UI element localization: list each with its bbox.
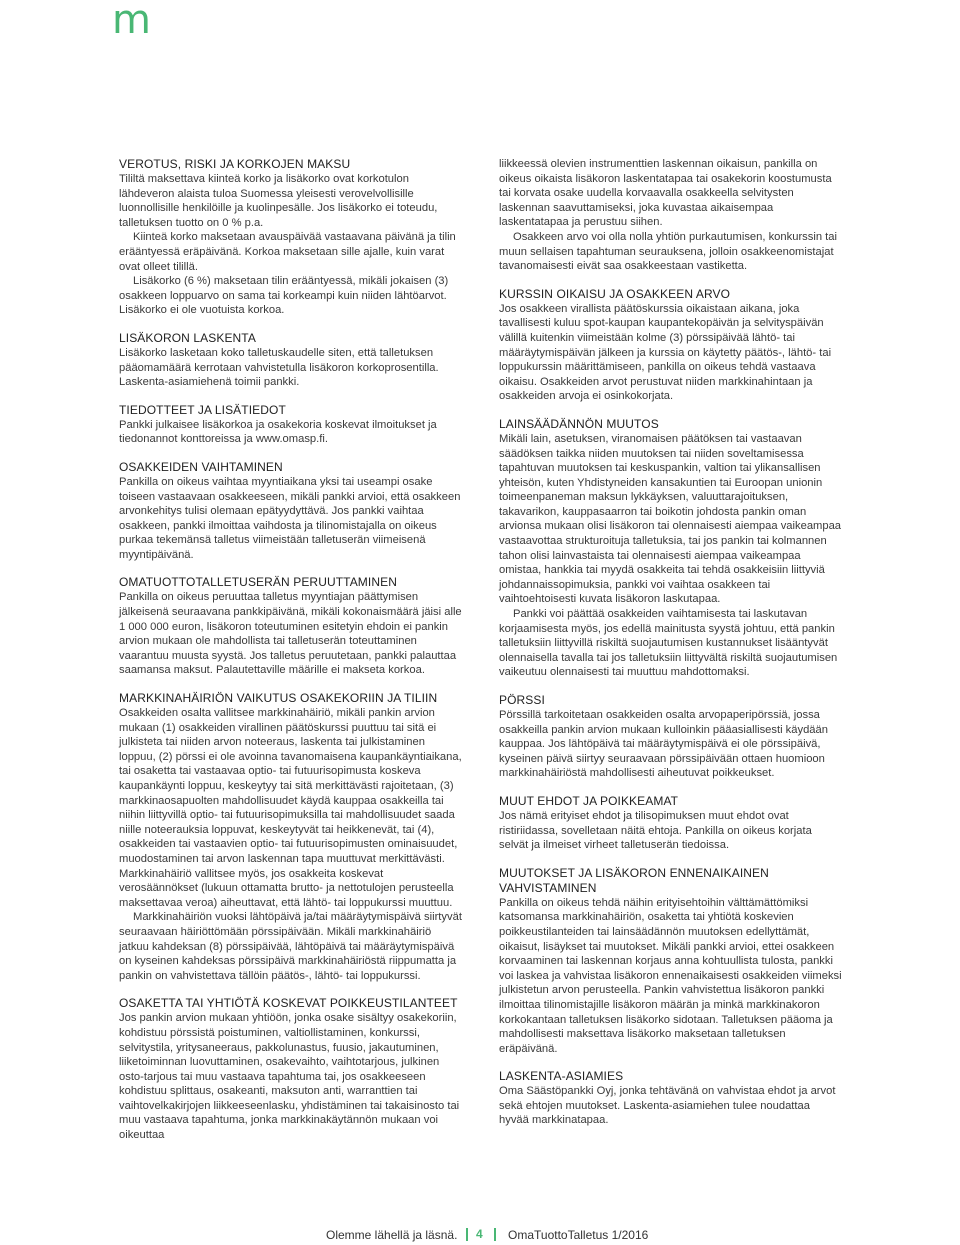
section-exchange <box>499 693 842 781</box>
paragraph: Kiinteä korko maksetaan avauspäivää vastaavana päivänä ja tilin erääntyessä eräpäivänä. Korkoa maksetaan sille ajalle, kuin varat ovat olleet tilillä. <box>119 231 456 273</box>
footer-divider <box>494 1228 496 1241</box>
paragraph: Pankki julkaisee lisäkorkoa ja osakekoria koskevat ilmoitukset ja tiedonannot konttoreissa ja www.omasp.fi. <box>119 418 437 446</box>
section-heading: OSAKETTA TAI YHTIÖTÄ KOSKEVAT POIKKEUSTILANTEET <box>119 996 458 1011</box>
paragraph: Markkinahäiriön vuoksi lähtöpäivä ja/tai määräytymispäivä siirtyvät seuraavaan häiriöttömään pörssipäivään. Mikäli markkinahäiriö jatkuu kahdeksan (8) pörssipäivää, lähtöpäivä tai määräytymispäivä on kyseinen kahdeksas pörssipäivä markkinahäiriöstä riippumatta ja pankin on vahvistettava tällöin päätös-, lähtö- tai loppukurssi. <box>119 911 462 982</box>
paragraph: Osakkeiden osalta vallitsee markkinahäiriö, mikäli pankin arvion mukaan (1) osakkeiden virallinen päätöskurssi puuttuu tai sitä ei julkisteta tai niiden arvon noteeraus, laskenta tai julkistaminen loppuu, (2) pörssi ei ole avoinna tavanomaisena kaupankäyntiaikana, tai osaketta tai vastaavaa optio- tai futuurisopimusta koskeva kaupankäynti loppuu, keskeytyy tai sitä merkittävästi rajoitetaan, (3) markkinaosapuolten mahdollisuudet käydä kauppaa osakkeilla tai niihin liittyvillä optio- tai futuurisopimuksilla tai mahdollisuudet saada niille noteerauksia loppuvat, keskeytyvät tai heikkenevät, tai (4), osakkeiden tai vastaavien optio- tai futuurisopimusten ominaisuudet, muodostaminen tai arvon laskennan tapa muuttuvat merkittävästi. Markkinahäiriö vallitsee myös, jos osakkeita koskevat verosäännökset (lukuun ottamatta brutto- ja nettotulojen perusteella maksettavaa veroa) aiheuttavat, että lähtö- tai loppukurssi muuttuu. <box>119 707 462 909</box>
section-heading: LASKENTA-ASIAMIES <box>499 1069 624 1084</box>
brand-logo: m <box>112 0 150 43</box>
section-heading: PÖRSSI <box>499 693 545 707</box>
section-other-terms <box>499 794 842 853</box>
right-column <box>499 157 842 1141</box>
paragraph: Pörssillä tarkoitetaan osakkeiden osalta arvopaperipörssiä, jossa osakkeilla pankin arvion mukaan kulloinkin pääasiallisesti käydään kauppaa. Jos lähtöpäivä tai määräytymispäivä ei ole pörssipäivä, kyseinen päivä siirtyy seuraavaan pörssipäivään ottaen huomioon markkinahäiriöstä mahdollisesti aiheutuvat poikkeukset. <box>499 709 828 780</box>
paragraph: Pankilla on oikeus peruuttaa talletus myyntiajan päättymisen jälkeisenä seuraavana pankkipäivänä, mikäli kokonaismäärä jäisi alle 1 000 000 euron, lisäkoron toteutuminen esitetyin ehdoin ei pankin arvion mukaan ole mahdollista tai talletuserän toteuttaminen vaarantuu muusta syystä. Jos talletus peruutetaan, pankki palauttaa saamansa maksut. Palautettaville määrille ei makseta korkoa. <box>119 591 462 677</box>
section-bonus-interest-calculation <box>119 331 464 390</box>
paragraph: Mikäli lain, asetuksen, viranomaisen päätöksen tai vastaavan säädöksen taikka niiden muutoksen tai niiden soveltamisessa tapahtuvan muutoksen tai keskuspankin, valtion tai ylikansallisen yhteisön, kuten Yhdistyneiden kansakuntien tai Euroopan unionin toimeenpaneman maksun lykkäyksen, valuuttarajoituksen, takavarikon, kauppasaarron tai boikotin johdosta pankin oman arvionsa mukaan olisi lisäkoron tai olennaisesti aiempaa vaikeampaa vastaavottaa strukturoituja talletuksia, tai jos pankin tai kolmannen tahon olisi lainvastaista tai olennaisesti aiempaa vaikeampaa omistaa, hankkia tai myydä osakkeita tai tehdä osakkeisiin liittyviä johdannaissopimuksia, pankki voi vaihtaa osakkeen tai vaihtoehtoisesti kuvata lisäkoron laskutapaa. <box>499 432 842 606</box>
section-share-replacement <box>119 460 464 563</box>
section-announcements <box>119 403 464 447</box>
section-legislation-change <box>499 417 842 680</box>
footer-document-title: OmaTuottoTalletus 1/2016 <box>508 1228 649 1242</box>
section-heading: MUUTOKSET JA LISÄKORON ENNENAIKAINEN VAHVISTAMINEN <box>499 865 769 895</box>
section-heading: MARKKINAHÄIRIÖN VAIKUTUS OSAKEKORIIN JA TILIIN <box>119 691 438 706</box>
paragraph: Tililtä maksettava kiinteä korko ja lisäkorko ovat korkotulon lähdeveron alaista tuloa Suomessa yleisesti verovelvollisille luonnollisille henkilöille ja kuolinpesälle. Jos lisäkorko ei toteudu, talletuksen tuotto on 0 % p.a. <box>119 173 438 229</box>
section-continuation <box>499 157 842 274</box>
paragraph: Jos nämä erityiset ehdot ja tilisopimuksen muut ehdot ovat ristiriidassa, sovelletaan näitä ehtoja. Pankilla on oikeus korjata selvät ja ilmeiset virheet talletuserän tiedoissa. <box>499 809 812 852</box>
page-footer <box>0 1225 960 1245</box>
section-changes <box>499 866 842 1057</box>
section-heading: KURSSIN OIKAISU JA OSAKKEEN ARVO <box>499 286 731 301</box>
section-heading: VEROTUS, RISKI JA KORKOJEN MAKSU <box>119 157 351 171</box>
paragraph: Pankilla on oikeus tehdä näihin erityisehtoihin välttämättömiksi katsomansa markkinahäiriön, osaketta tai yhtiötä koskevien poikkeustilanteiden tai lainsäädännön muutoksen edellyttämät, oikaisut, lisäykset tai muutokset. Mikäli pankki arvioi, ettei osakkeen korvaaminen tai laskennan korjaus anna kohtuullista tulosta, pankki voi laskea ja vahvistaa lisäkoron ennenaikaisesti osakkeiden viimeksi julkistetun arvon perusteella. Pankin vahvistettua lisäkoron pankki ilmoittaa tilinomistajille lisäkoron määrän ja minkä markkinakoron korkokantaan talletuksen lisäkorko sidotaan. Talletuksen pääoma ja mahdollisesti maksettava lisäkorko maksetaan talletuksen eräpäivänä. <box>499 896 842 1055</box>
section-heading: TIEDOTTEET JA LISÄTIEDOT <box>119 402 286 417</box>
section-taxation <box>119 157 464 318</box>
section-heading: OMATUOTTOTALLETUSERÄN PERUUTTAMINEN <box>119 575 397 590</box>
footer-divider <box>466 1228 468 1241</box>
section-heading: OSAKKEIDEN VAIHTAMINEN <box>119 459 283 474</box>
section-heading: LAINSÄÄDÄNNÖN MUUTOS <box>499 416 659 431</box>
section-heading: LISÄKORON LASKENTA <box>119 330 256 345</box>
section-price-correction <box>499 287 842 404</box>
page-number: 4 <box>476 1227 483 1241</box>
section-calculation-agent <box>499 1069 842 1128</box>
paragraph: Lisäkorko (6 %) maksetaan tilin erääntyessä, mikäli jokaisen (3) osakkeen loppuarvo on sama tai korkeampi kuin niiden lähtöarvot. Lisäkorko ei ole vuotuista korkoa. <box>119 275 449 317</box>
paragraph: Osakkeen arvo voi olla nolla yhtiön purkautumisen, konkurssin tai muun sellaisen tapahtuman seurauksena, jolloin osakkeenomistajat tavanomaisesti eivät saa osakkeestaan vastiketta. <box>499 230 837 273</box>
paragraph: Pankki voi päättää osakkeiden vaihtamisesta tai laskutavan korjaamisesta myös, jos edellä mainitusta syystä johtuu, että pankin talletuksiin liittyvillä riskiltä suojautumisen kustannukset lisääntyvät olennaisella tavalla tai jos talletuksiin liittyvältä riskiltä suojautumisen vaikeutuu olennaisesti tai muuttuu mahdottomaksi. <box>499 608 838 679</box>
left-column <box>119 157 464 1156</box>
paragraph: Pankilla on oikeus vaihtaa myyntiaikana yksi tai useampi osake toiseen vastaavaan osakkeeseen, mikäli pankki arvioi, että osakkeen arvonkehitys tulisi olemaan epätyydyttävä. Jos pankki vaihtaa osakkeen, pankki ilmoittaa vaihdosta ja tilinomistajalla on oikeus purkaa tekemänsä talletus viimeistään talletuserän viimeisenä myyntipäivänä. <box>119 475 461 561</box>
paragraph: liikkeessä olevien instrumenttien laskennan oikaisun, pankilla on oikeus oikaista lisäkoron laskentatapaa tai osakekorin koostumusta tai korvata osake uudella korvaavalla osakkeella selvitysten laskennan saavuttamiseksi, joka kuvastaa aikaisempaa laskentatapaa ja perustuu siihen. <box>499 158 832 229</box>
section-heading: MUUT EHDOT JA POIKKEAMAT <box>499 793 679 808</box>
paragraph: Jos pankin arvion mukaan yhtiöön, jonka osake sisältyy osakekoriin, kohdistuu pörssistä poistuminen, valtiollistaminen, konkurssi, selvitystila, yritysaneeraus, pakkolunastus, fuusio, jakautuminen, liiketoiminnan luovuttaminen, osakevaihto, vaihtotarjous, julkinen osto-tarjous tai muu vastaava tapahtuma tai, jos osakkeeseen kohdistuu splittaus, osakeanti, maksuton anti, warranttien tai vaihtovelkakirjojen liikkeeseenlasku, yhdistäminen tai takaisinosto tai muu vastaava tapahtuma, jonka markkinakäytännön mukaan voi oikeuttaa <box>119 1012 460 1142</box>
section-exceptional-events <box>119 996 464 1142</box>
section-cancellation <box>119 575 464 678</box>
paragraph: Oma Säästöpankki Oyj, jonka tehtävänä on vahvistaa ehdot ja arvot sekä ehtojen muutokset. Laskenta-asiamiehen tulee noudattaa hyvää markkinatapaa. <box>499 1085 836 1127</box>
footer-slogan: Olemme lähellä ja läsnä. <box>326 1228 458 1242</box>
paragraph: Jos osakkeen virallista päätöskurssia oikaistaan aikana, joka tavallisesti kuluu spot-kaupan kaupantekopäivän ja selvityspäivän välillä kuitenkin viimeistään kolme (3) pörssipäivää lähtö- tai määräytymispäivän jälkeen ja kurssia on käytetty päätös-, lähtö- tai loppukurssin määrittämiseen, pankilla on oikeus tehdä vastaava oikaisu. Osakkeiden arvot perustuvat niiden markkinahintaan ja osakkeiden arvoja ei osinkokorjata. <box>499 302 832 403</box>
section-market-disruption <box>119 691 464 983</box>
paragraph: Lisäkorko lasketaan koko talletuskaudelle siten, että talletuksen pääomamäärä kerrotaan vahvistetulla lisäkoron korkoprosentilla. Laskenta-asiamiehenä toimii pankki. <box>119 346 439 389</box>
